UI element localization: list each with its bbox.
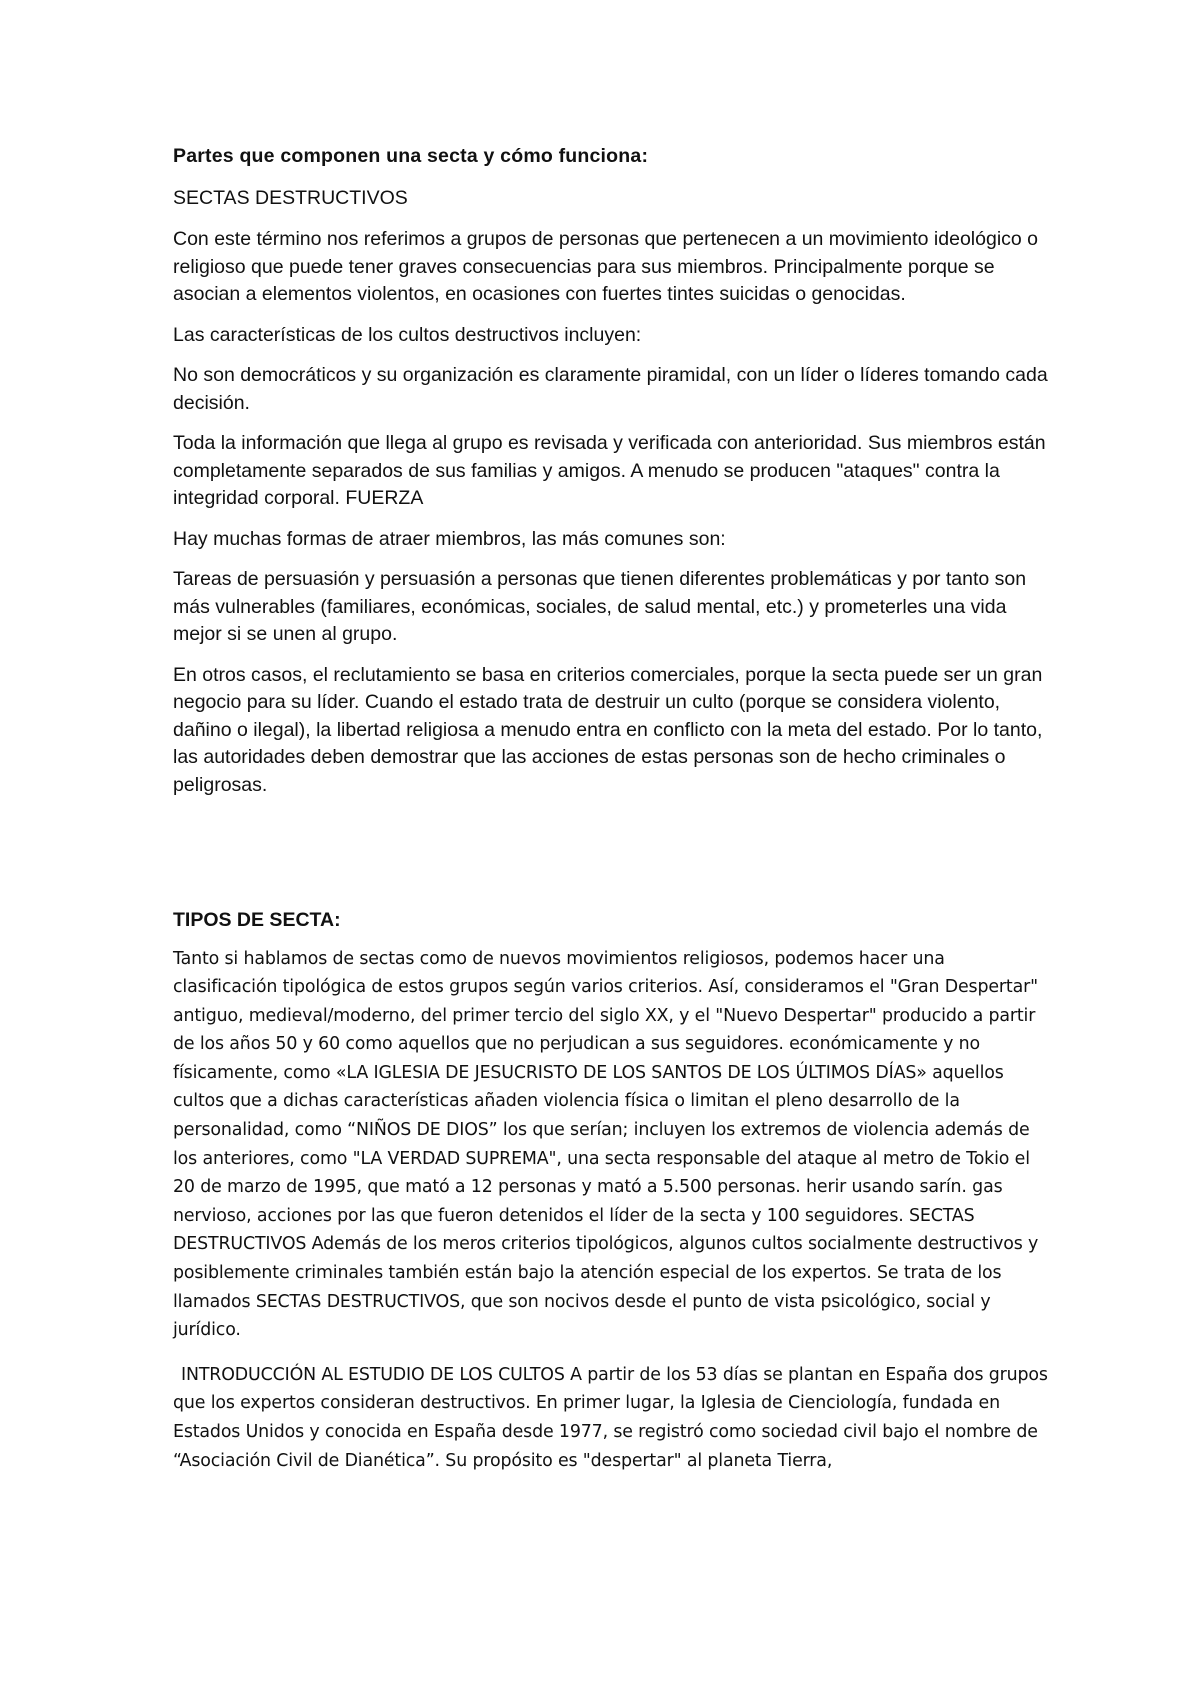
paragraph-introduccion: INTRODUCCIÓN AL ESTUDIO DE LOS CULTOS A partir de los 53 días se plantan en España dos grupos que los expertos consideran destructivos. En primer lugar, la Iglesia de Cienciología, fundada en Estados Unidos y conocida en España desde 1977, se registró como sociedad civil bajo el nombre de “Asociación Civil de Dianética”. Su propósito es "despertar" al planeta Tierra,: [173, 1364, 1048, 1471]
paragraph-persuasion: Tareas de persuasión y persuasión a personas que tienen diferentes problemáticas y por tanto son más vulnerables (familiares, económicas, sociales, de salud mental, etc.) y prometerles una vida mejor si se unen al grupo.: [173, 568, 1027, 645]
paragraph-definition: Con este término nos referimos a grupos de personas que pertenecen a un movimiento ideológico o religioso que puede tener graves consecuencias para sus miembros. Principalmente porque se asocian a elementos violentos, en ocasiones con fuertes tintes suicidas o genocidas.: [173, 228, 1039, 305]
section-heading-tipos: TIPOS DE SECTA:: [173, 909, 341, 931]
paragraph-information-control: Toda la información que llega al grupo es revisada y verificada con anterioridad. Sus miembros están completamente separados de sus familias y amigos. A menudo se producen "ataques" contra la integridad corporal. FUERZA: [173, 432, 1046, 509]
section-heading-partes: Partes que componen una secta y cómo funciona:: [173, 145, 649, 167]
section-spacer: [173, 812, 1053, 907]
document-body: [173, 143, 1053, 1491]
section-subtitle: SECTAS DESTRUCTIVOS: [173, 186, 408, 209]
paragraph-tipos: Tanto si hablamos de sectas como de nuevos movimientos religiosos, podemos hacer una clasificación tipológica de estos grupos según varios criterios. Así, consideramos el "Gran Despertar" antiguo, medieval/moderno, del primer tercio del siglo XX, y el "Nuevo Despertar" producido a partir de los años 50 y 60 como aquellos que no perjudican a sus seguidores. económicamente y no físicamente, como «LA IGLESIA DE JESUCRISTO DE LOS SANTOS DE LOS ÚLTIMOS DÍAS» aquellos cultos que a dichas características añaden violencia física o limitan el pleno desarrollo de la personalidad, como “NIÑOS DE DIOS” los que serían; incluyen los extremos de violencia además de los anteriores, como "LA VERDAD SUPREMA", una secta responsable del ataque al metro de Tokio el 20 de marzo de 1995, que mató a 12 personas y mató a 5.500 personas. herir usando sarín. gas nervioso, acciones por las que fueron detenidos el líder de la secta y 100 seguidores. SECTAS DESTRUCTIVOS Además de los meros criterios tipológicos, algunos cultos socialmente destructivos y posiblemente criminales también están bajo la atención especial de los expertos. Se trata de los llamados SECTAS DESTRUCTIVOS, que son nocivos desde el punto de vista psicológico, social y jurídico.: [173, 948, 1039, 1341]
paragraph-characteristics-intro: Las características de los cultos destructivos incluyen:: [173, 323, 642, 346]
paragraph-commercial-criteria: En otros casos, el reclutamiento se basa en criterios comerciales, porque la secta puede ser un gran negocio para su líder. Cuando el estado trata de destruir un culto (porque se considera violento, dañino o ilegal), la libertad religiosa a menudo entra en conflicto con la meta del estado. Por lo tanto, las autoridades deben demostrar que las acciones de estas personas son de hecho criminales o peligrosas.: [173, 663, 1043, 796]
paragraph-not-democratic: No son democráticos y su organización es claramente piramidal, con un líder o líderes tomando cada decisión.: [173, 364, 1048, 414]
paragraph-recruitment-intro: Hay muchas formas de atraer miembros, las más comunes son:: [173, 527, 726, 550]
